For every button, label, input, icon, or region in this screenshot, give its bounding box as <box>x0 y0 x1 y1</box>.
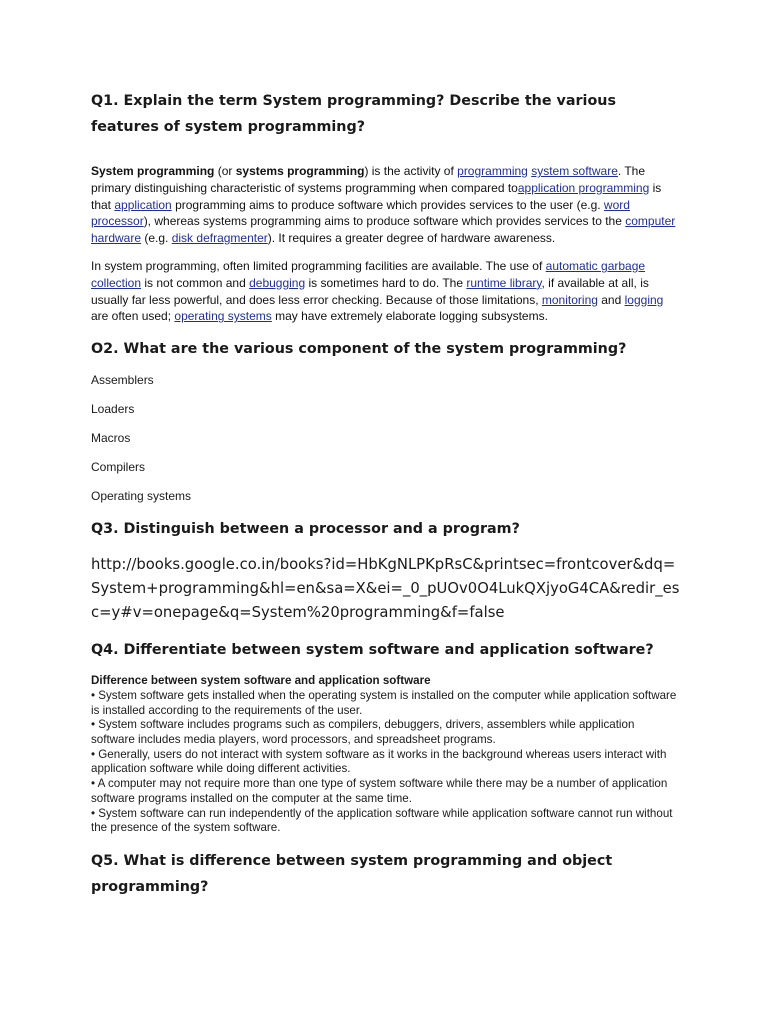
question-3-title: Q3. Distinguish between a processor and a program? <box>91 521 520 538</box>
link-disk-defragmenter[interactable]: disk defragmenter <box>171 231 268 246</box>
difference-heading: Difference between system software and application software <box>91 674 431 688</box>
text: , if available at all, is usually far less powerful, and does less error checking. Because of those limitations, <box>91 275 649 307</box>
difference-bullet: • System software gets installed when the operating system is installed on the computer while application software is installed according to the requirements of the user. <box>91 688 677 717</box>
text: is that <box>91 180 662 212</box>
link-monitoring[interactable]: monitoring <box>541 292 598 307</box>
list-item: Compilers <box>91 460 146 475</box>
link-application[interactable]: application <box>114 197 172 212</box>
link-application-programming[interactable]: application programming <box>517 180 650 195</box>
text: . The primary distinguishing characteristic of systems programming when compared to <box>91 164 646 195</box>
question-2-title: O2. What are the various component of the system programming? <box>91 341 627 358</box>
difference-bullet: • A computer may not require more than one type of system software while there may be a number of application software programs installed on the computer at the same time. <box>91 777 668 805</box>
link-debugging[interactable]: debugging <box>249 275 306 290</box>
question-1-title: Q1. Explain the term System programming? Describe the various features of system programming? <box>91 93 616 135</box>
link-runtime-library[interactable]: runtime library <box>466 275 542 290</box>
text: programming aims to produce software which provides services to the user (e.g. <box>171 197 604 212</box>
text: ). It requires a greater degree of hardware awareness. <box>267 231 556 246</box>
text: may have extremely elaborate logging subsystems. <box>271 309 548 324</box>
difference-bullet: • Generally, users do not interact with system software as it works in the background whereas users interact with application software while doing different activities. <box>91 747 667 776</box>
component-list <box>91 372 680 504</box>
link-system-software[interactable]: system software <box>531 164 618 178</box>
difference-bullet: • System software can run independently of the application software while application software cannot run without the presence of the system software. <box>91 806 673 835</box>
question-4-title: Q4. Differentiate between system software and application software? <box>91 642 654 659</box>
text: is sometimes hard to do. The <box>305 275 467 290</box>
book-url: http://books.google.co.in/books?id=HbKgNLPKpRsC&printsec=frontcover&dq=System+programming&hl=en&sa=X&ei=_0_pUOv0O4LukQXjyoG4CA&redir_esc=y#v=onepage&q=System%20programming&f=false <box>91 556 680 622</box>
q1-paragraph-1 <box>91 163 680 247</box>
difference-bullet: • System software includes programs such as compilers, debuggers, drivers, assemblers while application software includes media players, word processors, and spreadsheet programs. <box>91 718 635 746</box>
text: and <box>597 292 625 307</box>
text: (e.g. <box>141 231 172 246</box>
link-word-processor[interactable]: word processor <box>91 197 630 229</box>
bold-term: System programming <box>91 164 215 178</box>
text: In system programming, often limited programming facilities are available. The use of <box>91 258 546 273</box>
list-item: Macros <box>91 431 131 446</box>
link-automatic-garbage-collection[interactable]: automatic garbage collection <box>91 258 646 290</box>
text: (or <box>214 164 236 178</box>
link-operating-systems[interactable]: operating systems <box>174 309 272 324</box>
bold-term: systems programming <box>235 164 365 178</box>
difference-block <box>91 674 680 836</box>
list-item: Assemblers <box>91 373 154 388</box>
text: is not common and <box>141 275 250 290</box>
question-5-title: Q5. What is difference between system programming and object programming? <box>91 852 613 895</box>
text: ) is the activity of <box>364 164 458 178</box>
link-logging[interactable]: logging <box>624 292 664 307</box>
q1-paragraph-2 <box>91 258 680 325</box>
list-item: Loaders <box>91 402 135 417</box>
text: are often used; <box>91 309 175 324</box>
text: ), whereas systems programming aims to produce software which provides services to the <box>143 214 626 229</box>
link-programming[interactable]: programming <box>457 164 528 178</box>
link-computer-hardware[interactable]: computer hardware <box>91 214 676 246</box>
list-item: Operating systems <box>91 489 192 504</box>
